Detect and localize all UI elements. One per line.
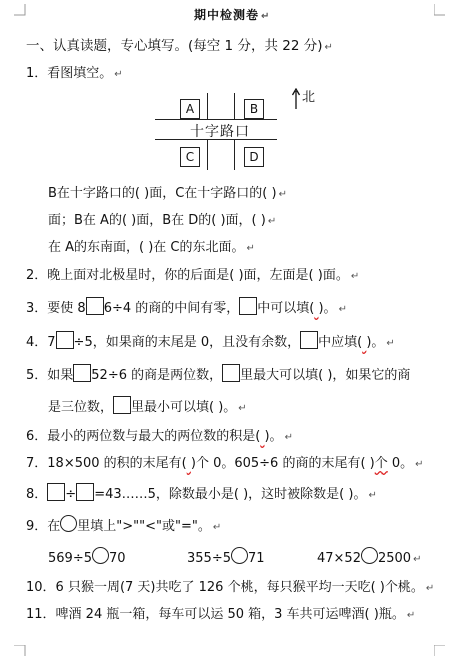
section-heading: 一、认真读题，专心填写。(每空 1 分，共 22 分) ↵ — [26, 38, 333, 54]
crop-mark-bottom-right — [434, 645, 446, 657]
comparison-circle[interactable] — [361, 547, 378, 564]
question-3: 3．要使 8 6÷4 的商的中间有零， 中可以填( )。 ↵ — [26, 297, 347, 316]
answer-box[interactable] — [239, 297, 257, 315]
question-11: 11．啤酒 24 瓶一箱，每车可以运 50 箱，3 车共可运啤酒( )瓶。 ↵ — [26, 607, 416, 622]
answer-box[interactable] — [56, 331, 74, 349]
north-label: 北 — [302, 90, 316, 105]
map-cell-b: B — [244, 99, 264, 119]
crop-mark-top-right — [434, 4, 446, 16]
answer-box[interactable] — [222, 364, 240, 382]
map-cell-c: C — [180, 147, 200, 167]
crop-mark-bottom-left — [14, 645, 26, 657]
question-1-label: 1．看图填空。 ↵ — [26, 66, 123, 81]
question-6: 6．最小的两位数与最大的两位数的积是( )。 ↵ — [26, 429, 293, 444]
question-10: 10．6 只猴一周(7 天)共吃了 126 个桃，每只猴平均一天吃( )个桃。 ↵ — [26, 580, 435, 595]
question-9-label: 9．在 里填上">""<"或"="。 ↵ — [26, 515, 221, 534]
answer-box[interactable] — [300, 331, 318, 349]
question-1-line-1: B在十字路口的( )面，C在十字路口的( ) ↵ — [48, 186, 287, 201]
answer-box[interactable] — [47, 483, 65, 501]
question-1-line-2: 面；B在 A的( )面，B在 D的( )面，( ) ↵ — [48, 213, 277, 228]
question-9-item-1: 569÷5 70 — [48, 547, 126, 566]
answer-box[interactable] — [113, 396, 131, 414]
crossroad-label: 十字路口 — [190, 124, 250, 140]
question-4: 4．7 ÷5，如果商的末尾是 0，且没有余数， 中应填( )。 ↵ — [26, 331, 395, 350]
question-9-item-3: 47×52 2500 ↵ — [317, 547, 421, 566]
comparison-circle[interactable] — [231, 547, 248, 564]
north-arrow-icon — [291, 88, 301, 110]
question-8: 8． ÷ =43……5，除数最小是( )，这时被除数是( )。 ↵ — [26, 483, 377, 502]
answer-box[interactable] — [86, 297, 104, 315]
crop-mark-top-left — [14, 4, 26, 16]
map-cell-d: D — [244, 147, 264, 167]
answer-box[interactable] — [76, 483, 94, 501]
question-9-item-2: 355÷5 71 — [187, 547, 265, 566]
comparison-circle[interactable] — [60, 515, 77, 532]
answer-box[interactable] — [73, 364, 91, 382]
comparison-circle[interactable] — [92, 547, 109, 564]
question-5-line-2: 是三位数， 里最小可以填( )。 ↵ — [48, 396, 247, 415]
question-7: 7．18×500 的积的末尾有( )个 0。605÷6 的商的末尾有( )个 0。 ↵ — [26, 456, 424, 471]
question-5-line-1: 5．如果 52÷6 的商是两位数， 里最大可以填( )，如果它的商 — [26, 364, 410, 383]
question-2: 2．晚上面对北极星时，你的后面是( )面，左面是( )面。 ↵ — [26, 268, 360, 283]
question-1-line-3: 在 A的东南面，( )在 C的东北面。 ↵ — [48, 240, 255, 255]
page-title: 期中检测卷 ↵ — [194, 8, 271, 22]
map-cell-a: A — [180, 99, 200, 119]
